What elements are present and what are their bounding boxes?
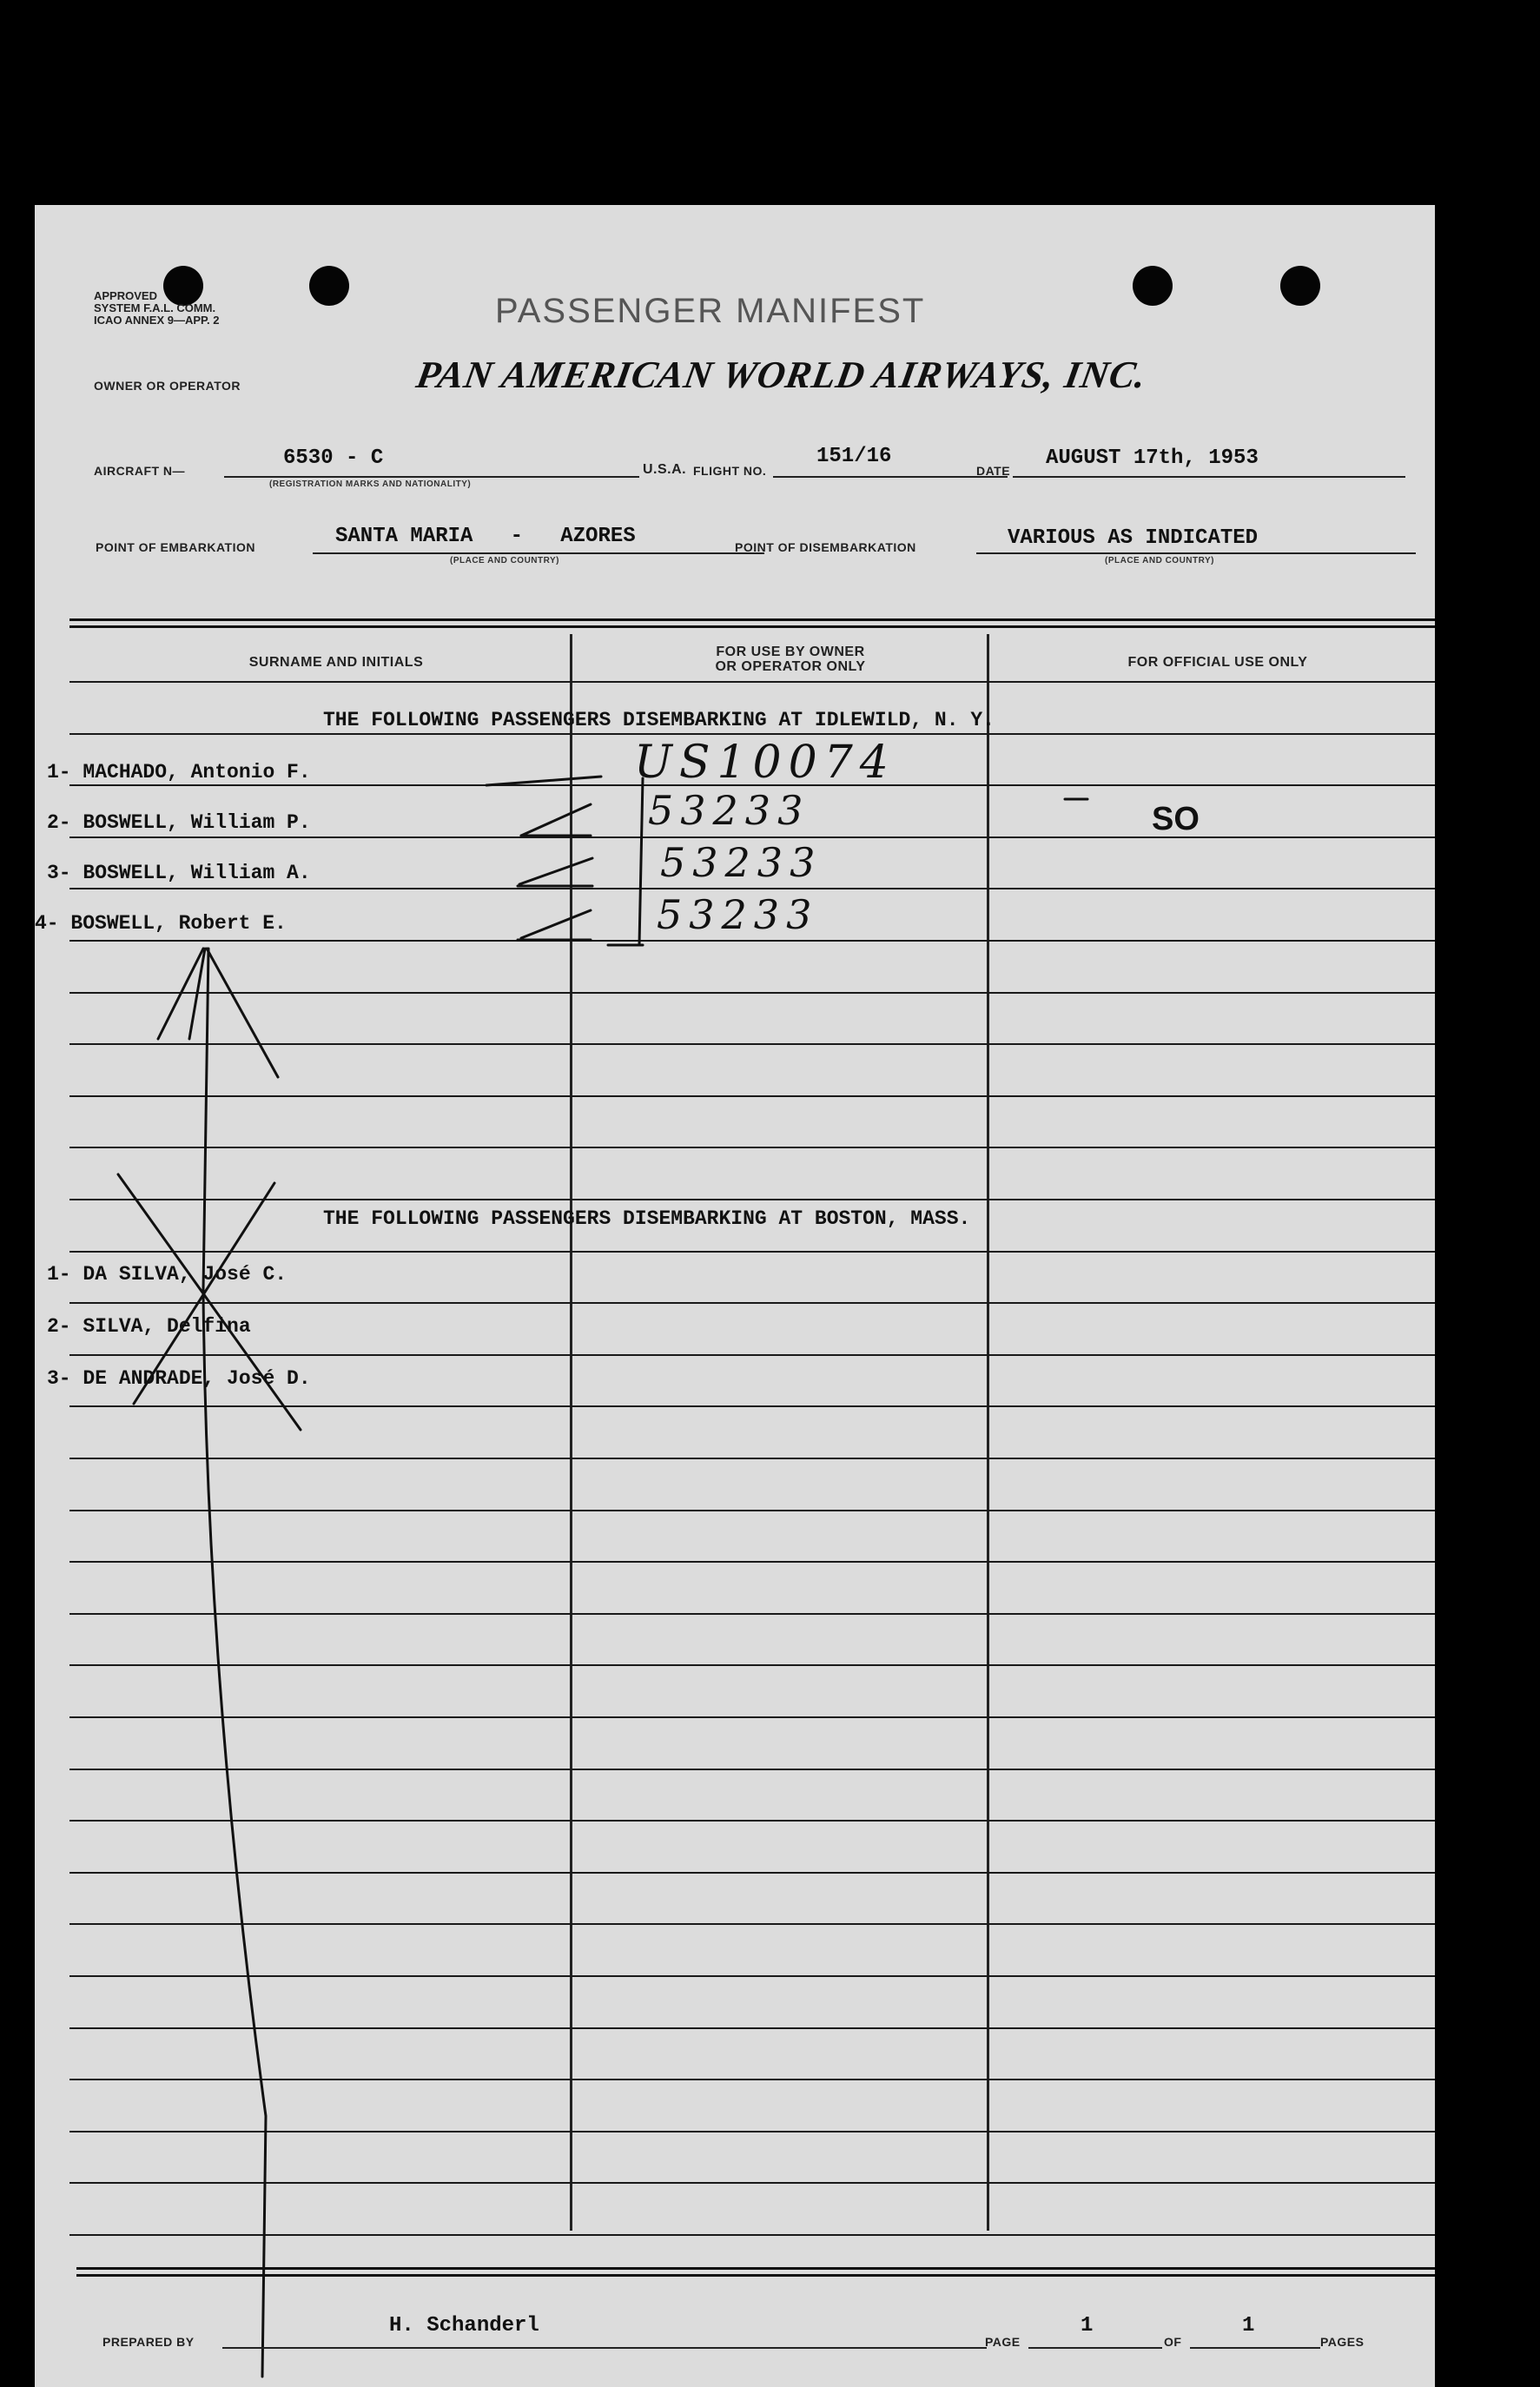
embarkation-label: POINT OF EMBARKATION [96, 540, 255, 554]
prepared-by-label: PREPARED BY [102, 2335, 195, 2349]
page-label: PAGE [985, 2335, 1021, 2349]
passenger-entry: 2- SILVA, Delfina [47, 1315, 251, 1338]
embarkation-value: SANTA MARIA - AZORES [335, 525, 636, 548]
approval-line: APPROVED [94, 289, 157, 302]
handwritten-annotation: 53233 [648, 787, 810, 834]
passenger-entry: 4- BOSWELL, Robert E. [35, 912, 287, 935]
group-heading: THE FOLLOWING PASSENGERS DISEMBARKING AT IDLEWILD, N. Y. [323, 709, 995, 731]
manifest-sheet [35, 205, 1435, 2387]
page-underline [1028, 2347, 1162, 2349]
official-column-header: FOR OFFICIAL USE ONLY [1127, 655, 1308, 670]
passenger-entry: 3- DE ANDRADE, José D. [47, 1367, 311, 1390]
aircraft-value: 6530 - C [283, 446, 384, 470]
date-label: DATE [976, 464, 1011, 478]
group-heading: THE FOLLOWING PASSENGERS DISEMBARKING AT BOSTON, MASS. [323, 1207, 971, 1230]
airline-name: PAN AMERICAN WORLD AIRWAYS, INC. [413, 354, 1151, 396]
approval-line: ICAO ANNEX 9—APP. 2 [94, 314, 220, 327]
pen-marks [35, 205, 1435, 2387]
date-value: AUGUST 17th, 1953 [1046, 446, 1259, 470]
aircraft-label: AIRCRAFT N— [94, 464, 186, 478]
handwritten-annotation: US10074 [634, 737, 896, 789]
passenger-entry: 1- MACHADO, Antonio F. [47, 761, 311, 784]
prepared-by-value: H. Schanderl [389, 2314, 539, 2337]
page-value: 1 [1081, 2314, 1094, 2337]
owner-use-header-line: FOR USE BY OWNER [716, 645, 865, 659]
handwritten-annotation: 53233 [657, 891, 819, 938]
disembarkation-label: POINT OF DISEMBARKATION [735, 540, 916, 554]
pages-label: PAGES [1320, 2335, 1365, 2349]
flight-value: 151/16 [816, 445, 892, 468]
handwritten-annotation: 53233 [660, 839, 823, 886]
prepared-by-underline [222, 2347, 987, 2349]
surname-column-header: SURNAME AND INITIALS [248, 655, 424, 670]
form-title: PASSENGER MANIFEST [495, 292, 926, 330]
aircraft-sublabel: (REGISTRATION MARKS AND NATIONALITY) [269, 479, 472, 489]
passenger-entry: 2- BOSWELL, William P. [47, 811, 311, 834]
embarkation-sublabel: (PLACE AND COUNTRY) [450, 556, 559, 565]
passenger-entry: 1- DA SILVA, José C. [47, 1263, 288, 1286]
usa-label: U.S.A. [643, 462, 687, 477]
approval-line: SYSTEM F.A.L. COMM. [94, 301, 216, 314]
disembarkation-value: VARIOUS AS INDICATED [1008, 526, 1259, 550]
flight-label: FLIGHT NO. [693, 464, 767, 478]
disembarkation-sublabel: (PLACE AND COUNTRY) [1105, 556, 1214, 565]
owner-use-header-line: OR OPERATOR ONLY [715, 659, 866, 674]
owner-label: OWNER OR OPERATOR [94, 379, 241, 393]
passenger-entry: 3- BOSWELL, William A. [47, 862, 311, 884]
pages-value: 1 [1242, 2314, 1255, 2337]
of-underline [1190, 2347, 1320, 2349]
official-use-mark: SO [1152, 801, 1200, 837]
of-label: OF [1164, 2335, 1182, 2349]
